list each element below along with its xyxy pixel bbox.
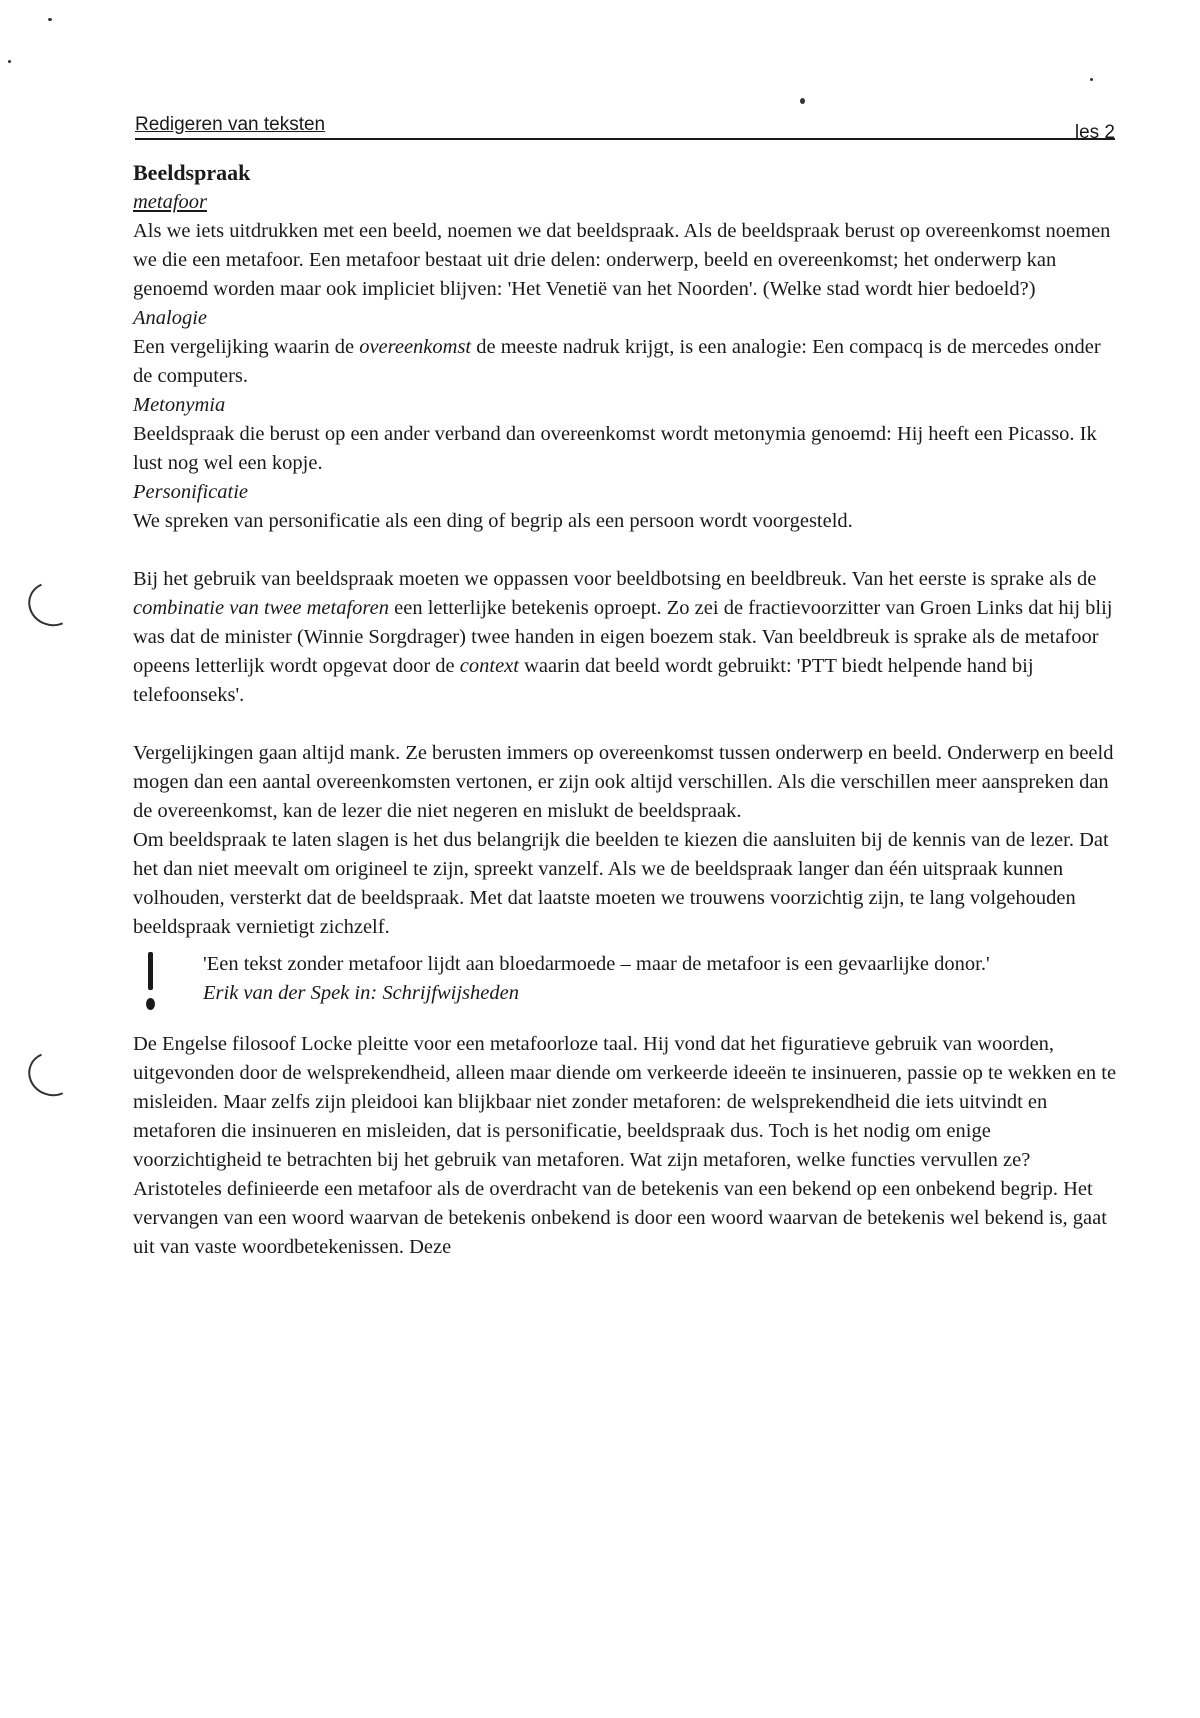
paragraph-beeldbotsing	[133, 565, 1118, 710]
header-lesson-number: les 2	[1074, 122, 1115, 143]
text-run: Een vergelijking waarin de	[133, 336, 360, 358]
quote-block	[203, 950, 1118, 1008]
paragraph-slagen: Om beeldspraak te laten slagen is het dus belangrijk die beelden te kiezen die aansluiten bij de kennis van de lezer. Dat het dan niet meevalt om origineel te zijn, spreekt vanzelf. Als we de beeldspraak langer dan één uitspraak kunnen volhouden, versterkt dat de beeldspraak. Met dat laatste moeten we trouwens voorzichtig zijn, te lang volgehouden beeldspraak vernietigt zichzelf.	[133, 829, 1109, 938]
scan-speck	[800, 98, 805, 104]
subheading-metafoor: metafoor	[133, 191, 208, 213]
quote-source: Erik van der Spek in: Schrijfwijsheden	[203, 982, 519, 1004]
paragraph-metafoor: Als we iets uitdrukken met een beeld, noemen we dat beeldspraak. Als de beeldspraak berust op overeenkomst noemen we die een metafoor. Een metafoor bestaat uit drie delen: onderwerp, beeld en overeenkomst; het onderwerp kan genoemd worden maar ook impliciet blijven: 'Het Venetië van het Noorden'. (Welke stad wordt hier bedoeld?)	[133, 220, 1111, 300]
scan-speck	[8, 60, 11, 63]
text-run: waarin dat beeld wordt gebruikt: 'PTT biedt helpende hand bij telefoonseks'.	[133, 655, 1034, 706]
subheading-personificatie: Personificatie	[133, 481, 249, 503]
paragraph-personificatie: We spreken van personificatie als een ding of begrip als een persoon wordt voorgesteld.	[133, 510, 853, 532]
scan-speck	[48, 18, 52, 21]
emphasis: overeenkomst	[359, 336, 472, 358]
scan-speck	[1090, 78, 1093, 81]
emphasis: combinatie van twee metaforen	[133, 597, 389, 619]
document-body	[133, 158, 1118, 1262]
paragraph-analogie	[133, 333, 1118, 391]
section-title: Beeldspraak	[133, 160, 251, 185]
text-run: de meeste nadruk krijgt, is een analogie: Een compacq is de mercedes onder de computers.	[133, 336, 1101, 387]
quote-text: 'Een tekst zonder metafoor lijdt aan bloedarmoede – maar de metafoor is een gevaarlijke donor.'	[203, 953, 990, 975]
text-run: een letterlijke betekenis oproept. Zo zei de fractievoorzitter van Groen Links dat hij blij was dat de minister (Winnie Sorgdrager) twee handen in eigen boezem stak. Van beeldbreuk is sprake als de metafoor opeens letterlijk wordt opgevat door de	[133, 597, 1113, 677]
exclamation-icon	[143, 952, 157, 1014]
subheading-analogie: Analogie	[133, 307, 208, 329]
punch-hole-mark	[22, 1045, 82, 1103]
page-header	[135, 108, 1115, 143]
paragraph-vergelijkingen: Vergelijkingen gaan altijd mank. Ze berusten immers op overeenkomst tussen onderwerp en beeld. Onderwerp en beeld mogen dan een aantal overeenkomsten vertonen, er zijn ook altijd verschillen. Als die verschillen meer aanspreken dan de overeenkomst, kan de lezer die niet negeren en mislukt de beeldspraak.	[133, 742, 1114, 822]
paragraph-locke: De Engelse filosoof Locke pleitte voor een metafoorloze taal. Hij vond dat het figuratieve gebruik van woorden, uitgevonden door de welsprekendheid, alleen maar diende om verkeerde ideeën te insinueren, passie op te wekken en te misleiden. Maar zelfs zijn pleidooi kan blijkbaar niet zonder metaforen: de welsprekendheid die iets uitvindt en metaforen die insinueren en misleiden, dat is personificatie, beeldspraak dus. Toch is het nodig om enige voorzichtigheid te betrachten bij het gebruik van metaforen. Wat zijn metaforen, welke functies vervullen ze? Aristoteles definieerde een metafoor als de overdracht van de betekenis van een bekend op een onbekend begrip. Het vervangen van een woord waarvan de betekenis onbekend is door een woord waarvan de betekenis wel bekend is, gaat uit van vaste woordbetekenissen. Deze	[133, 1033, 1117, 1258]
subheading-metonymia: Metonymia	[133, 394, 226, 416]
emphasis: context	[459, 655, 519, 677]
paragraph-metonymia: Beeldspraak die berust op een ander verband dan overeenkomst wordt metonymia genoemd: Hij heeft een Picasso. Ik lust nog wel een kopje.	[133, 423, 1097, 474]
header-course-title: Redigeren van teksten	[135, 114, 326, 135]
punch-hole-mark	[22, 575, 82, 633]
text-run: Bij het gebruik van beeldspraak moeten we oppassen voor beeldbotsing en beeldbreuk. Van het eerste is sprake als de	[133, 568, 1097, 590]
